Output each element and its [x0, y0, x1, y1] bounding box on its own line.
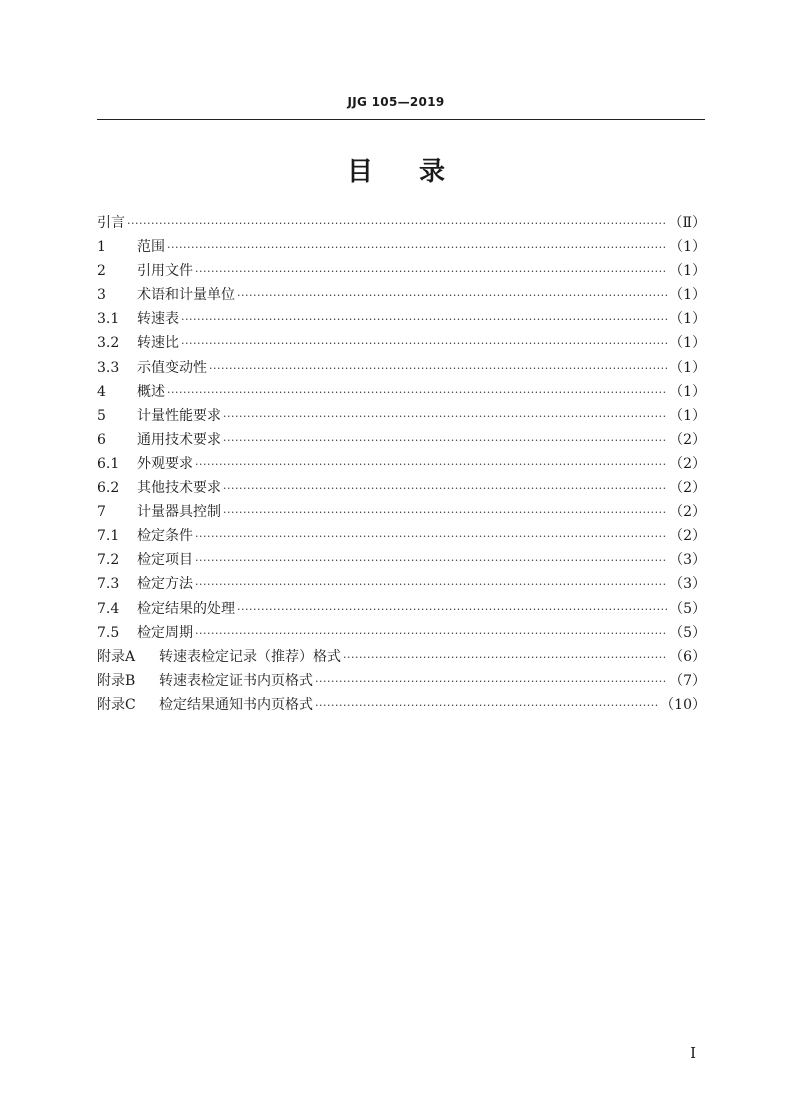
toc-entry[interactable]: [97, 621, 706, 645]
toc-entry-label: 术语和计量单位: [137, 287, 235, 304]
toc-entry-label: 概述: [137, 383, 165, 400]
toc-entry-page: （2）: [669, 504, 706, 521]
toc-entry[interactable]: [97, 524, 706, 548]
toc-leader-dots: [223, 429, 667, 453]
toc-entry-label: 示值变动性: [137, 359, 207, 376]
toc-entry-label: 范围: [137, 239, 165, 256]
toc-entry[interactable]: [97, 693, 706, 717]
toc-entry-number: 5: [97, 407, 106, 424]
toc-entry-label: 检定周期: [137, 624, 193, 641]
toc-entry-page: （5）: [669, 600, 706, 617]
toc-entry[interactable]: [97, 211, 706, 235]
toc-entry[interactable]: [97, 452, 706, 476]
toc-entry[interactable]: [97, 259, 706, 283]
toc-entry[interactable]: [97, 669, 706, 693]
toc-entry-page: （1）: [669, 311, 706, 328]
toc-entry-page: （2）: [669, 528, 706, 545]
toc-leader-dots: [315, 670, 667, 694]
toc-entry-number: 7.3: [97, 576, 120, 593]
toc-entry-label: 检定结果通知书内页格式: [159, 696, 313, 713]
toc-entry-number: 附录B: [97, 672, 136, 689]
toc-entry-label: 检定方法: [137, 576, 193, 593]
toc-entry-page: （1）: [669, 383, 706, 400]
toc-entry[interactable]: [97, 645, 706, 669]
toc-leader-dots: [195, 622, 667, 646]
page-title: [0, 155, 792, 189]
toc-entry[interactable]: [97, 283, 706, 307]
toc-entry-page: （1）: [669, 239, 706, 256]
toc-entry-page: （5）: [669, 624, 706, 641]
toc-entry[interactable]: [97, 331, 706, 355]
toc-entry[interactable]: [97, 548, 706, 572]
toc-entry[interactable]: [97, 380, 706, 404]
toc-entry-number: 4: [97, 383, 106, 400]
page-number: I: [690, 1044, 696, 1062]
toc-entry-number: 2: [97, 263, 106, 280]
toc-entry-number: 3.1: [97, 311, 120, 328]
toc-entry-label: 转速比: [137, 335, 179, 352]
toc-entry-number: 6.2: [97, 480, 120, 497]
toc-entry-page: （10）: [660, 696, 706, 713]
toc-leader-dots: [343, 646, 667, 670]
toc-entry-page: （6）: [669, 648, 706, 665]
toc-leader-dots: [223, 501, 667, 525]
toc-entry-number: 7.2: [97, 552, 120, 569]
toc-entry[interactable]: [97, 500, 706, 524]
toc-leader-dots: [237, 284, 667, 308]
toc-entry-label: 计量性能要求: [137, 407, 221, 424]
toc-leader-dots: [195, 573, 667, 597]
toc-entry[interactable]: [97, 356, 706, 380]
toc-entry-label: 引言: [97, 215, 125, 231]
header-divider: [97, 119, 705, 120]
toc-entry-number: 附录C: [97, 696, 136, 713]
toc-entry-number: 3.2: [97, 335, 120, 352]
toc-entry-page: （2）: [669, 480, 706, 497]
standard-code-header: JJG 105—2019: [347, 95, 445, 109]
toc-entry-label: 其他技术要求: [137, 480, 221, 497]
toc-entry-number: 7.4: [97, 600, 120, 617]
toc-entry-page: （7）: [669, 672, 706, 689]
toc-entry-number: 7.5: [97, 624, 120, 641]
toc-leader-dots: [223, 405, 667, 429]
toc-leader-dots: [181, 332, 667, 356]
toc-leader-dots: [209, 357, 667, 381]
toc-leader-dots: [167, 381, 667, 405]
toc-entry-page: （3）: [669, 552, 706, 569]
toc-entry-label: 检定条件: [137, 528, 193, 545]
toc-entry-label: 转速表: [137, 311, 179, 328]
toc-entry-label: 转速表检定记录（推荐）格式: [159, 648, 341, 665]
toc-entry[interactable]: [97, 404, 706, 428]
toc-entry-number: 附录A: [97, 648, 136, 665]
page-title-char-1: 目: [346, 157, 373, 187]
toc-entry-page: （1）: [669, 287, 706, 304]
toc-leader-dots: [315, 694, 658, 718]
toc-entry-number: 1: [97, 239, 106, 256]
toc-entry-label: 检定结果的处理: [137, 600, 235, 617]
toc-leader-dots: [195, 549, 667, 573]
toc-entry-label: 引用文件: [137, 263, 193, 280]
toc-entry[interactable]: [97, 597, 706, 621]
toc-entry-label: 检定项目: [137, 552, 193, 569]
toc-leader-dots: [223, 477, 667, 501]
toc-entry-number: 7: [97, 504, 106, 521]
toc-entry-page: （Ⅱ）: [668, 215, 706, 231]
toc-entry-page: （1）: [669, 263, 706, 280]
toc-leader-dots: [181, 308, 667, 332]
toc-entry[interactable]: [97, 428, 706, 452]
toc-entry-page: （1）: [669, 407, 706, 424]
toc-leader-dots: [195, 453, 667, 477]
page-title-char-2: 录: [419, 157, 446, 187]
toc-entry-number: 3.3: [97, 359, 120, 376]
toc-entry-label: 外观要求: [137, 455, 193, 472]
toc-leader-dots: [167, 236, 667, 260]
toc-entry-page: （2）: [669, 431, 706, 448]
toc-entry-number: 6: [97, 431, 106, 448]
toc-entry[interactable]: [97, 235, 706, 259]
toc-entry-number: 3: [97, 287, 106, 304]
toc-entry[interactable]: [97, 307, 706, 331]
toc-entry-number: 7.1: [97, 528, 120, 545]
toc-leader-dots: [237, 598, 667, 622]
toc-entry-number: 6.1: [97, 455, 120, 472]
toc-entry-page: （1）: [669, 359, 706, 376]
toc-leader-dots: [127, 212, 666, 236]
toc-entry-page: （3）: [669, 576, 706, 593]
toc-entry[interactable]: [97, 572, 706, 596]
toc-entry-label: 通用技术要求: [137, 431, 221, 448]
toc-entry[interactable]: [97, 476, 706, 500]
toc-entry-page: （1）: [669, 335, 706, 352]
table-of-contents: [97, 211, 706, 717]
toc-entry-label: 计量器具控制: [137, 504, 221, 521]
toc-leader-dots: [195, 525, 667, 549]
toc-entry-page: （2）: [669, 455, 706, 472]
toc-entry-label: 转速表检定证书内页格式: [159, 672, 313, 689]
toc-leader-dots: [195, 260, 667, 284]
